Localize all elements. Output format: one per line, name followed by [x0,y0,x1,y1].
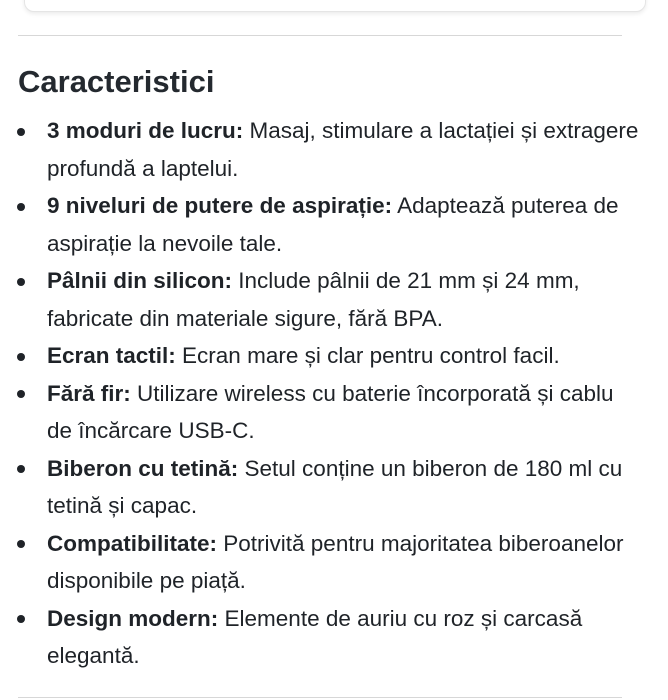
bullet-icon [17,615,25,623]
bullet-icon [17,540,25,548]
feature-description: Include pâlnii de 21 mm și 24 mm, fabricate din materiale sigure, fără BPA. [47,268,580,331]
section-divider-bottom [18,697,622,698]
feature-description: Utilizare wireless cu baterie încorporată și cablu de încărcare USB-C. [47,380,614,443]
bullet-icon [17,278,25,286]
feature-item [0,187,640,262]
feature-name: Biberon cu tetină: [47,455,239,481]
feature-item [0,525,640,600]
feature-description: Potrivită pentru majoritatea biberoanelor disponibile pe piață. [47,530,624,593]
feature-description: Elemente de auriu cu roz și carcasă elegantă. [47,605,583,668]
feature-item [0,450,640,525]
feature-name: Ecran tactil: [47,343,176,368]
feature-name: Design modern: [47,605,219,631]
feature-name: Fără fir: [47,380,131,406]
section-divider-top [18,35,622,36]
feature-item [0,337,640,375]
feature-description: Setul conține un biberon de 180 ml cu tetină și capac. [47,455,623,518]
previous-section-card [24,0,646,12]
feature-name: Pâlnii din silicon: [47,268,233,293]
feature-item [0,262,640,337]
bullet-icon [17,353,25,361]
feature-name: 9 niveluri de putere de aspirație: [47,193,393,218]
bullet-icon [17,465,25,473]
bullet-icon [17,390,25,398]
features-heading: Caracteristici [18,64,215,99]
features-list [0,112,640,675]
feature-description: Ecran mare și clar pentru control facil. [175,343,560,368]
feature-item [0,375,640,450]
feature-description: Adaptează puterea de aspirație la nevoile tale. [47,193,619,256]
feature-item [0,112,640,187]
bullet-icon [17,203,25,211]
feature-description: Masaj, stimulare a lactației și extragere profundă a laptelui. [47,118,639,181]
feature-item [0,600,640,675]
bullet-icon [17,128,25,136]
feature-name: 3 moduri de lucru: [47,118,244,143]
feature-name: Compatibilitate: [47,530,218,556]
